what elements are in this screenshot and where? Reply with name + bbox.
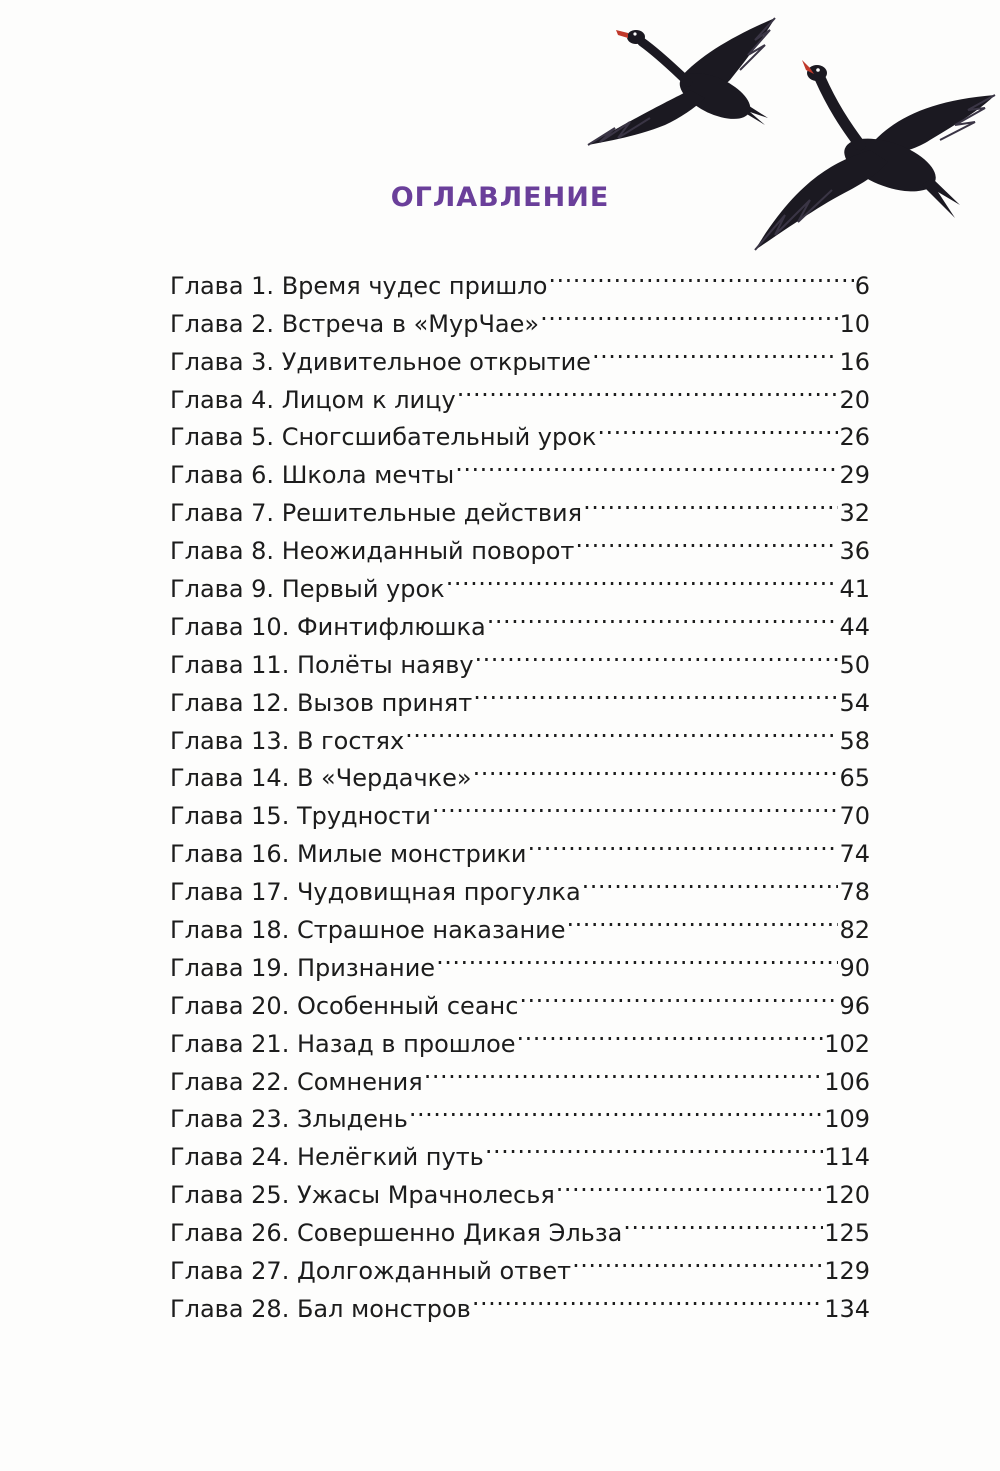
goose-icon — [588, 18, 775, 145]
toc-entry-title: Глава 20. Особенный сеанс — [170, 991, 519, 1020]
toc-entry-title: Глава 22. Сомнения — [170, 1067, 423, 1096]
toc-entry-page-number: 129 — [824, 1257, 870, 1286]
toc-entry-page-number: 106 — [824, 1067, 870, 1096]
dot-leader — [446, 559, 839, 597]
dot-leader — [475, 635, 839, 673]
dot-leader — [592, 332, 839, 370]
toc-entry-page-number: 90 — [839, 953, 870, 982]
toc-entry-title: Глава 18. Страшное наказание — [170, 916, 566, 945]
toc-entry-page-number: 36 — [839, 537, 870, 566]
dot-leader — [575, 521, 838, 559]
dot-leader — [432, 786, 839, 824]
toc-entry-page-number: 26 — [839, 423, 870, 452]
toc-entry-title: Глава 15. Трудности — [170, 802, 431, 831]
toc-entry-title: Глава 26. Совершенно Дикая Эльза — [170, 1219, 623, 1248]
dot-leader — [472, 1279, 823, 1317]
toc-entry-title: Глава 2. Встреча в «МурЧае» — [170, 309, 540, 338]
toc-entry-page-number: 44 — [839, 612, 870, 641]
toc-entry-title: Глава 8. Неожиданный поворот — [170, 537, 575, 566]
dot-leader — [548, 256, 853, 294]
dot-leader — [457, 370, 839, 408]
toc-entry-page-number: 74 — [839, 840, 870, 869]
flying-geese-illustration — [570, 0, 1000, 260]
toc-entry-page-number: 50 — [839, 650, 870, 679]
toc-entry-page-number: 82 — [839, 916, 870, 945]
toc-entry-title: Глава 7. Решительные действия — [170, 499, 583, 528]
toc-entry-page-number: 114 — [824, 1143, 870, 1172]
dot-leader — [473, 673, 838, 711]
goose-icon — [755, 60, 995, 250]
dot-leader — [582, 862, 839, 900]
toc-entry-page-number: 20 — [839, 385, 870, 414]
toc-entry-page-number: 29 — [839, 461, 870, 490]
toc-entry-title: Глава 6. Школа мечты — [170, 461, 455, 490]
toc-entry-title: Глава 14. В «Чердачке» — [170, 764, 472, 793]
toc-entry-page-number: 70 — [839, 802, 870, 831]
toc-entry-title: Глава 19. Признание — [170, 953, 436, 982]
toc-entry-page-number: 65 — [839, 764, 870, 793]
dot-leader — [572, 1241, 823, 1279]
toc-entry-page-number: 125 — [824, 1219, 870, 1248]
toc-entry-page-number: 32 — [839, 499, 870, 528]
table-of-contents — [170, 256, 870, 1323]
toc-entry-page-number: 78 — [839, 878, 870, 907]
toc-entry-page-number: 54 — [839, 688, 870, 717]
dot-leader — [556, 1165, 823, 1203]
toc-entry-title: Глава 9. Первый урок — [170, 575, 445, 604]
toc-entry-title: Глава 12. Вызов принят — [170, 688, 473, 717]
toc-entry-title: Глава 4. Лицом к лицу — [170, 385, 456, 414]
toc-entry-page-number: 102 — [824, 1029, 870, 1058]
dot-leader — [455, 445, 838, 483]
page-title: ОГЛАВЛЕНИЕ — [390, 182, 610, 213]
dot-leader — [540, 294, 838, 332]
toc-entry-title: Глава 17. Чудовищная прогулка — [170, 878, 581, 907]
toc-entry-page-number: 16 — [839, 347, 870, 376]
dot-leader — [473, 749, 839, 787]
toc-entry-title: Глава 24. Нелёгкий путь — [170, 1143, 484, 1172]
toc-entry-page-number: 6 — [854, 271, 870, 300]
dot-leader — [405, 711, 838, 749]
dot-leader — [583, 483, 838, 521]
dot-leader — [517, 1014, 824, 1052]
toc-entry-title: Глава 13. В гостях — [170, 726, 405, 755]
dot-leader — [485, 1127, 823, 1165]
toc-entry-page-number: 58 — [839, 726, 870, 755]
toc-entry-title: Глава 27. Долгожданный ответ — [170, 1257, 572, 1286]
toc-entry-page-number: 41 — [839, 575, 870, 604]
toc-entry-title: Глава 11. Полёты наяву — [170, 650, 474, 679]
toc-entry-title: Глава 23. Злыдень — [170, 1105, 408, 1134]
toc-entry-title: Глава 3. Удивительное открытие — [170, 347, 591, 376]
dot-leader — [409, 1090, 823, 1128]
toc-entry-title: Глава 5. Сногсшибательный урок — [170, 423, 597, 452]
dot-leader — [436, 938, 838, 976]
toc-entry-title: Глава 21. Назад в прошлое — [170, 1029, 516, 1058]
dot-leader — [597, 408, 838, 446]
toc-entry-page-number: 134 — [824, 1294, 870, 1323]
dot-leader — [623, 1203, 823, 1241]
dot-leader — [424, 1052, 823, 1090]
toc-entry-title: Глава 1. Время чудес пришло — [170, 271, 548, 300]
dot-leader — [528, 824, 839, 862]
toc-entry-title: Глава 10. Финтифлюшка — [170, 612, 486, 641]
dot-leader — [519, 976, 838, 1014]
toc-entry-title: Глава 16. Милые монстрики — [170, 840, 527, 869]
toc-entry-title: Глава 25. Ужасы Мрачнолесья — [170, 1181, 555, 1210]
toc-entry — [170, 256, 870, 300]
toc-entry-title: Глава 28. Бал монстров — [170, 1294, 471, 1323]
toc-entry-page-number: 96 — [839, 991, 870, 1020]
dot-leader — [567, 900, 839, 938]
dot-leader — [487, 597, 839, 635]
toc-entry-page-number: 10 — [839, 309, 870, 338]
toc-entry-page-number: 109 — [824, 1105, 870, 1134]
toc-entry-page-number: 120 — [824, 1181, 870, 1210]
